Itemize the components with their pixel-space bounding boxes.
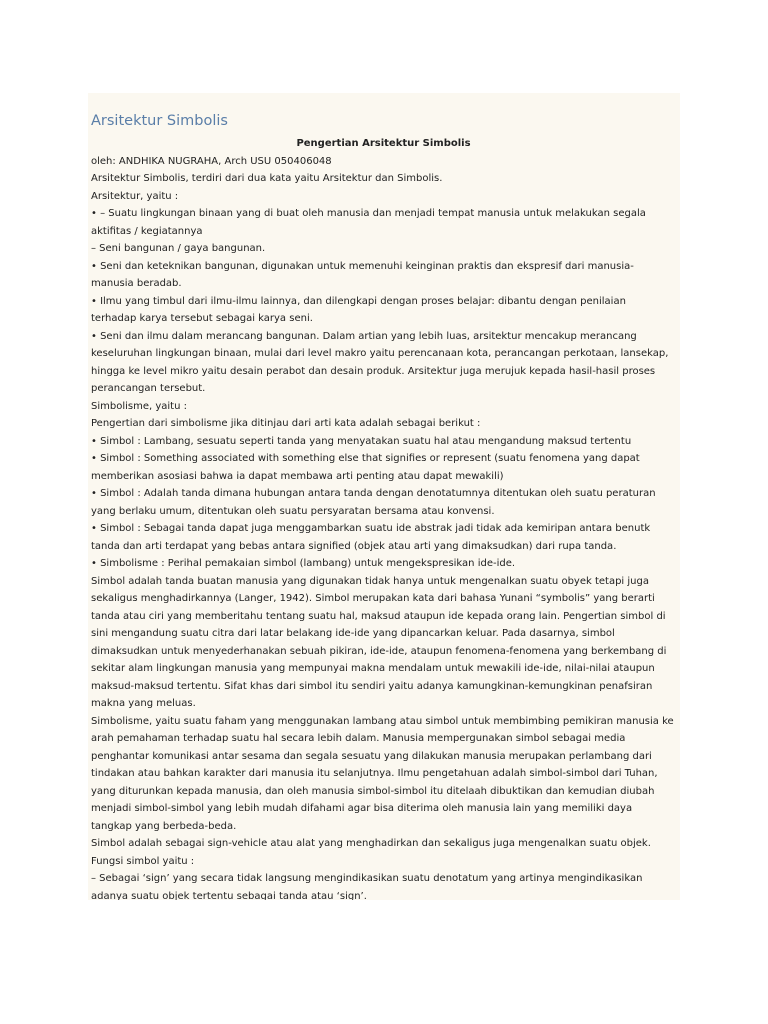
text-line: • – Suatu lingkungan binaan yang di buat oleh manusia dan menjadi tempat manusia untuk melakukan segala	[91, 208, 646, 219]
text-line: • Simbolisme : Perihal pemakaian simbol (lambang) untuk mengekspresikan ide-ide.	[91, 558, 516, 569]
text-line: keseluruhan lingkungan binaan, mulai dari level makro yaitu perencanaan kota, perancangan perkotaan, lansekap,	[91, 348, 669, 359]
document-page	[88, 93, 680, 900]
text-line: sini mengandung suatu citra dari latar belakang ide-ide yang dipancarkan keluar. Pada dasarnya, simbol	[91, 628, 615, 639]
text-line: makna yang meluas.	[91, 698, 196, 709]
text-line: Simbolisme, yaitu :	[91, 400, 187, 412]
text-line: menjadi simbol-simbol yang lebih mudah difahami agar bisa diterima oleh manusia lain yang memiliki daya	[91, 803, 633, 814]
text-line: dimaksudkan untuk menyederhanakan sebuah pikiran, ide-ide, ataupun fenomena-fenomena yang berkembang di	[91, 645, 667, 657]
text-line: Fungsi simbol yaitu :	[91, 855, 195, 867]
text-line: Arsitektur, yaitu :	[91, 190, 179, 202]
text-line: yang berlaku umum, ditentukan oleh suatu persyaratan bersama atau konvensi.	[91, 505, 495, 517]
text-line: tanda atau ciri yang memberitahu tentang suatu hal, maksud ataupun ide kepada orang lain. Pengertian simbol di	[91, 610, 666, 622]
text-line: • Simbol : Something associated with something else that signifies or represent (suatu fenomena yang dapat	[91, 453, 640, 464]
text-line: aktifitas / kegiatannya	[91, 225, 203, 237]
text-line: Arsitektur Simbolis, terdiri dari dua kata yaitu Arsitektur dan Simbolis.	[91, 173, 443, 184]
text-line: • Ilmu yang timbul dari ilmu-ilmu lainnya, dan dilengkapi dengan proses belajar: dibantu dengan penilaian	[91, 295, 626, 307]
text-line: • Seni dan keteknikan bangunan, digunakan untuk memenuhi keinginan praktis dan ekspresif dari manusia-	[91, 260, 634, 272]
text-line: penghantar komunikasi antar sesama dan segala sesuatu yang dilakukan manusia merupakan perlambang dari	[91, 750, 652, 762]
text-line: Pengertian dari simbolisme jika ditinjau dari arti kata adalah sebagai berikut :	[91, 418, 481, 429]
text-line: tindakan atau bahkan karakter dari manusia itu selanjutnya. Ilmu pengetahuan adalah simbol-simbol dari Tuhan,	[91, 768, 658, 779]
text-line: yang diturunkan kepada manusia, dan oleh manusia simbol-simbol itu ditelaah dibuktikan dan kemudian diubah	[91, 785, 655, 797]
text-line: • Simbol : Sebagai tanda dapat juga menggambarkan suatu ide abstrak jadi tidak ada kemiripan antara benutk	[91, 523, 651, 534]
document-title: Arsitektur Simbolis	[91, 113, 228, 129]
text-line: tangkap yang berbeda-beda.	[91, 820, 237, 832]
text-line: Simbol adalah sebagai sign-vehicle atau alat yang menghadirkan dan sekaligus juga mengenalkan suatu objek.	[91, 838, 651, 849]
text-line: – Seni bangunan / gaya bangunan.	[91, 243, 266, 254]
text-line: perancangan tersebut.	[91, 383, 206, 394]
text-line: • Simbol : Lambang, sesuatu seperti tanda yang menyatakan suatu hal atau mengandung maksud tertentu	[91, 435, 632, 447]
text-line: – Sebagai ‘sign’ yang secara tidak langsung mengindikasikan suatu denotatum yang artinya mengindikasikan	[91, 873, 643, 884]
text-line: tanda dan arti terdapat yang bebas antara signified (objek atau arti yang dimaksudkan) dari rupa tanda.	[91, 540, 617, 552]
text-line: manusia beradab.	[91, 278, 182, 289]
text-line: arah pemahaman terhadap suatu hal secara lebih dalam. Manusia mempergunakan simbol sebagai media	[91, 733, 626, 744]
text-line: terhadap karya tersebut sebagai karya seni.	[91, 313, 313, 324]
text-line: oleh: ANDHIKA NUGRAHA, Arch USU 050406048	[91, 155, 332, 167]
text-line: Simbolisme, yaitu suatu faham yang menggunakan lambang atau simbol untuk membimbing pemikiran manusia ke	[91, 715, 674, 727]
text-line: • Simbol : Adalah tanda dimana hubungan antara tanda dengan denotatumnya ditentukan oleh suatu peraturan	[91, 488, 656, 499]
text-line: Simbol adalah tanda buatan manusia yang digunakan tidak hanya untuk mengenalkan suatu obyek tetapi juga	[91, 575, 649, 587]
text-line: sekaligus menghadirkannya (Langer, 1942). Simbol merupakan kata dari bahasa Yunani “symbolis” yang berarti	[91, 593, 655, 604]
text-line: • Seni dan ilmu dalam merancang bangunan. Dalam artian yang lebih luas, arsitektur mencakup merancang	[91, 330, 637, 342]
text-line: memberikan asosiasi bahwa ia dapat membawa arti penting atau dapat mewakili)	[91, 470, 504, 482]
document-subtitle: Pengertian Arsitektur Simbolis	[296, 138, 471, 149]
text-line: hingga ke level mikro yaitu desain perabot dan desain produk. Arsitektur juga merujuk kepada hasil-hasil proses	[91, 365, 656, 377]
text-line: adanya suatu objek tertentu sebagai tanda atau ‘sign’.	[91, 890, 367, 900]
document-body	[91, 153, 676, 901]
text-line: maksud-maksud tertentu. Sifat khas dari simbol itu sendiri yaitu adanya kamungkinan-kemungkinan penafsiran	[91, 680, 653, 692]
text-line: sekitar alam lingkungan manusia yang mempunyai makna mendalam untuk mewakili ide-ide, nilai-nilai ataupun	[91, 663, 655, 674]
